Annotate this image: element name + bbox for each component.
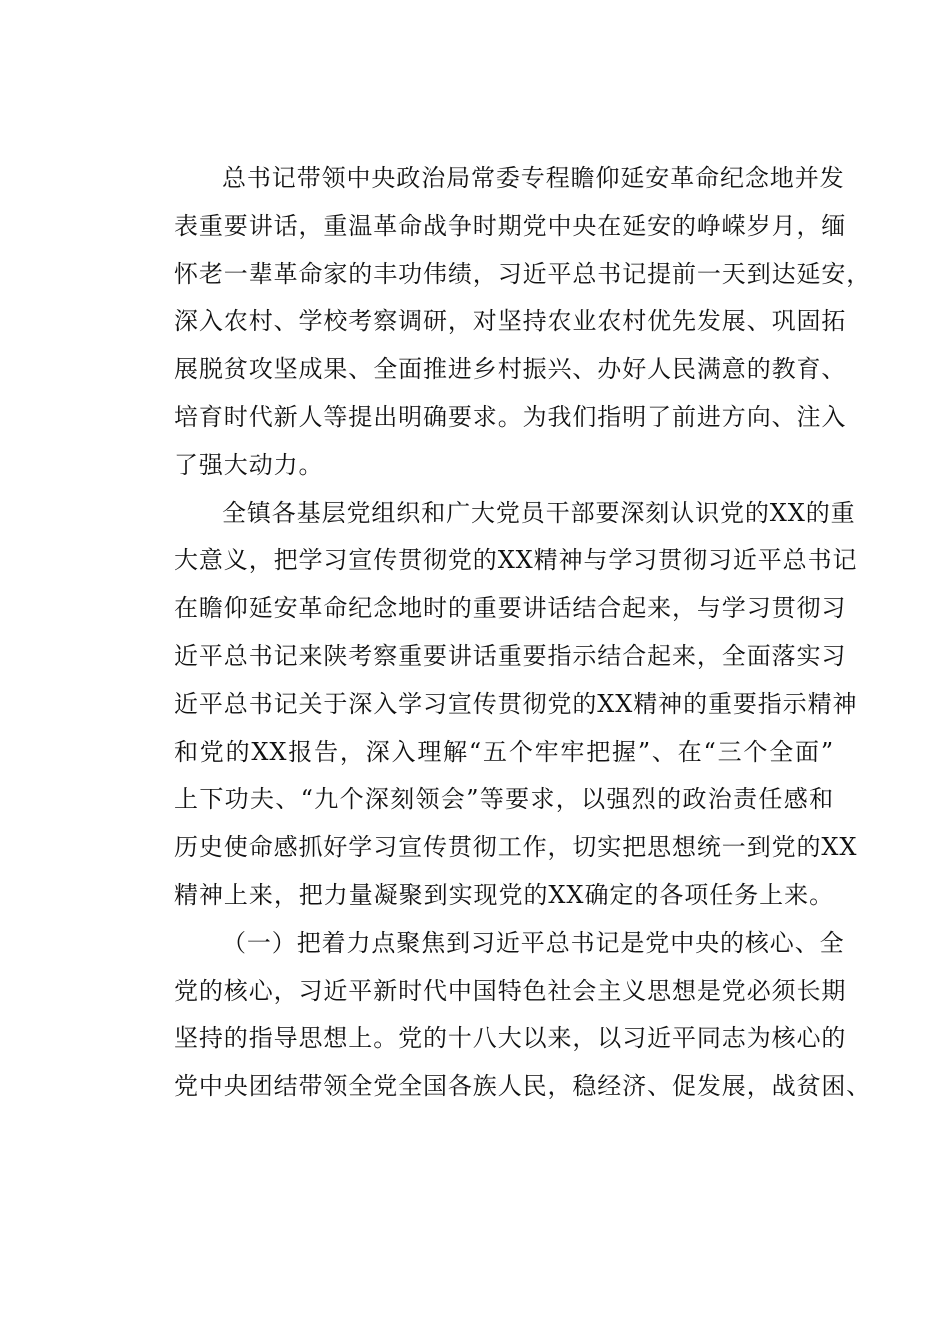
text-line: 展脱贫攻坚成果、全面推进乡村振兴、办好人民满意的教育、 [174,355,847,384]
paragraph-1 [126,155,872,490]
text-line: 怀老一辈革命家的丰功伟绩，习近平总书记提前一天到达延安， [174,259,872,288]
text-line: 全镇各基层党组织和广大党员干部要深刻认识党的XX的重 [222,498,856,527]
text-line: 党中央团结带领全党全国各族人民，稳经济、促发展，战贫困、 [174,1072,872,1101]
text-line: 表重要讲话，重温革命战争时期党中央在延安的峥嵘岁月，缅 [174,211,847,240]
text-line: 上下功夫、“九个深刻领会”等要求，以强烈的政治责任感和 [174,785,834,814]
text-line: 在瞻仰延安革命纪念地时的重要讲话结合起来，与学习贯彻习 [174,594,847,623]
text-line: 近平总书记来陕考察重要讲话重要指示结合起来，全面落实习 [174,641,847,670]
paragraph-3 [126,920,872,1111]
text-line: 坚持的指导思想上。党的十八大以来，以习近平同志为核心的 [174,1024,847,1053]
text-line: 大意义，把学习宣传贯彻党的XX精神与学习贯彻习近平总书记 [174,546,858,575]
text-line: 历史使命感抓好学习宣传贯彻工作，切实把思想统一到党的XX [174,833,858,862]
text-line: 总书记带领中央政治局常委专程瞻仰延安革命纪念地并发 [222,164,845,192]
text-line: 精神上来，把力量凝聚到实现党的XX确定的各项任务上来。 [174,880,834,909]
document-body [126,155,872,1111]
text-line: 培育时代新人等提出明确要求。为我们指明了前进方向、注入 [174,402,847,431]
text-line: 和党的XX报告，深入理解“五个牢牢把握”、在“三个全面” [174,737,834,766]
text-line: （一）把着力点聚焦到习近平总书记是党中央的核心、全 [222,928,845,957]
text-line: 深入农村、学校考察调研，对坚持农业农村优先发展、巩固拓 [174,307,847,336]
paragraph-2 [126,490,858,920]
text-line: 近平总书记关于深入学习宣传贯彻党的XX精神的重要指示精神 [174,689,858,718]
text-line: 了强大动力。 [174,450,324,479]
text-line: 党的核心，习近平新时代中国特色社会主义思想是党必须长期 [174,976,847,1005]
